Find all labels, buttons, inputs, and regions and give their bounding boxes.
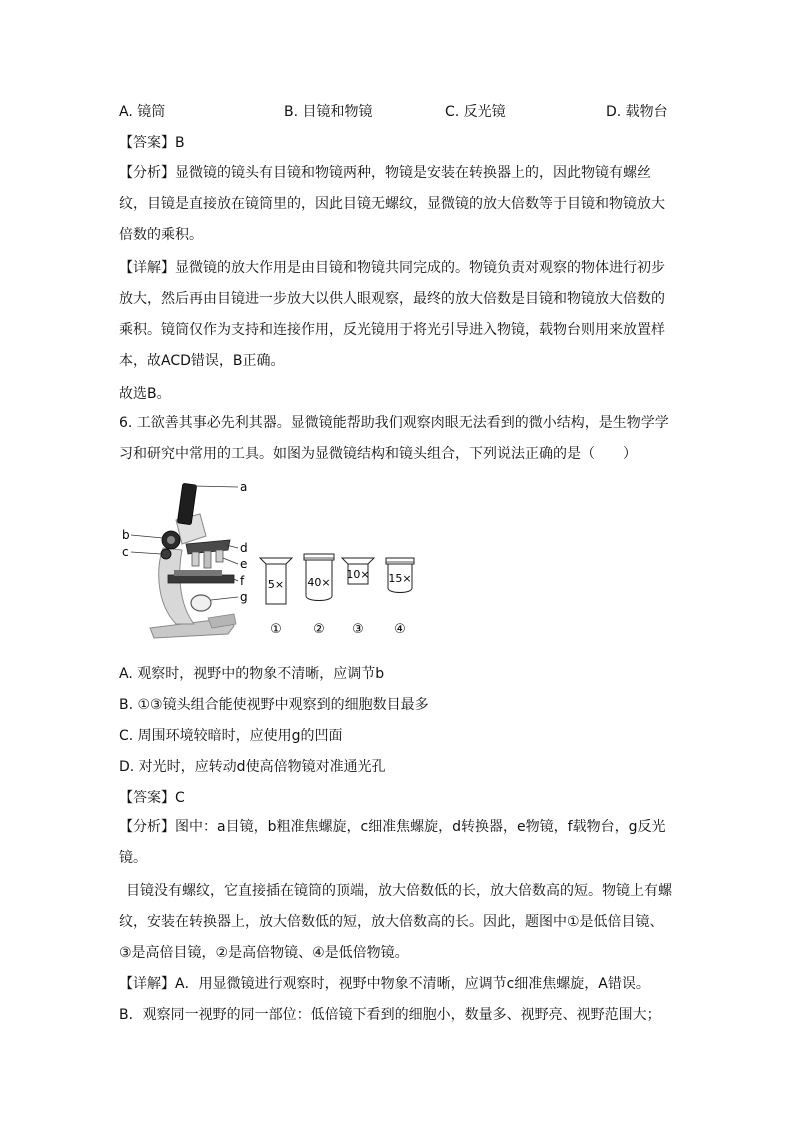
q6-detail-a: 【详解】A．用显微镜进行观察时，视野中物象不清晰，应调节c细准焦螺旋，A错误。 [119, 976, 650, 992]
part-label-f: f [240, 574, 245, 588]
microscope-figure [118, 478, 428, 643]
part-label-a: a [240, 480, 248, 494]
q5-answer: 【答案】B [119, 135, 185, 151]
q6-option-b: B. ①③镜头组合能使视野中观察到的细胞数目最多 [119, 697, 429, 713]
part-label-c: c [122, 545, 129, 559]
lens-4-magnification: 15× [388, 572, 412, 585]
lens-4-objective [386, 558, 414, 593]
lens-number-3: ③ [352, 622, 364, 637]
q5-option-b: B. 目镜和物镜 [284, 104, 373, 120]
q5-detail: 【详解】显微镜的放大作用是由目镜和物镜共同完成的。物镜负责对观察的物体进行初步放大，然后再由目镜进一步放大以供人眼观察，最终的放大倍数是目镜和物镜放大倍数的乘积。镜筒仅作为支持和连接作用，反光镜用于将光引导进入物镜，载物台则用来放置样本，故ACD错误，B正确。 [119, 260, 665, 369]
q6-analysis: 【分析】图中：a目镜，b粗准焦螺旋，c细准焦螺旋，d转换器，e物镜，f载物台，g反光镜。 [119, 819, 666, 866]
objective-lens-3 [216, 550, 223, 562]
q5-conclusion: 故选B。 [119, 386, 171, 402]
q5-option-c: C. 反光镜 [445, 104, 506, 120]
lens-1-magnification: 5× [267, 578, 285, 591]
q6-option-c: C. 周围环境较暗时，应使用g的凹面 [119, 728, 343, 744]
lens-number-4: ④ [394, 622, 406, 637]
lens-3-magnification: 10× [346, 568, 370, 581]
q5-analysis: 【分析】显微镜的镜头有目镜和物镜两种，物镜是安装在转换器上的，因此物镜有螺丝纹，目镜是直接放在镜筒里的，因此目镜无螺纹，显微镜的放大倍数等于目镜和物镜放大倍数的乘积。 [119, 165, 665, 243]
q5-option-d: D. 载物台 [606, 104, 668, 120]
microscope-stage [168, 575, 234, 583]
leader-line-c [131, 552, 161, 554]
part-label-g: g [240, 590, 248, 604]
microscope-arm [159, 548, 194, 624]
fine-focus-knob [161, 549, 171, 559]
leader-line-a [194, 486, 238, 487]
part-label-d: d [240, 541, 248, 555]
part-label-b: b [122, 528, 130, 542]
stage-clip [174, 570, 222, 576]
lens-2-magnification: 40× [307, 576, 331, 589]
leader-line-b [131, 535, 163, 538]
lens-2-objective [304, 554, 334, 601]
q6-answer: 【答案】C [119, 790, 185, 806]
part-label-e: e [240, 557, 248, 571]
leader-line-f [234, 579, 238, 581]
q6-detail-b: B．观察同一视野的同一部位：低倍镜下看到的细胞小，数量多、视野亮、视野范围大； [119, 1007, 661, 1023]
objective-lens-1 [192, 552, 199, 566]
lens-number-2: ② [313, 622, 325, 637]
microscope-mirror [191, 595, 211, 611]
q6-stem: 6. 工欲善其事必先利其器。显微镜能帮助我们观察肉眼无法看到的微小结构，是生物学学习和研究中常用的工具。如图为显微镜结构和镜头组合，下列说法正确的是（ ） [119, 415, 669, 462]
lens-3-eyepiece [342, 558, 374, 584]
objective-lens-2 [204, 551, 211, 568]
leader-line-e [223, 558, 238, 564]
q5-option-a: A. 镜筒 [119, 104, 166, 120]
lens-number-1: ① [270, 622, 282, 637]
leader-line-g [211, 597, 238, 600]
q6-option-a: A. 观察时，视野中的物象不清晰，应调节b [119, 666, 385, 682]
q6-analysis-continued: 目镜没有螺纹，它直接插在镜筒的顶端，放大倍数低的长，放大倍数高的短。物镜上有螺纹，安装在转换器上，放大倍数低的短，放大倍数高的长。因此，题图中①是低倍目镜、③是高倍目镜，②是高倍物镜、④是低倍物镜。 [119, 883, 672, 961]
lens-1-eyepiece [260, 558, 292, 604]
coarse-focus-knob-center [167, 536, 175, 544]
q6-option-d: D. 对光时，应转动d使高倍物镜对准通光孔 [119, 759, 386, 775]
